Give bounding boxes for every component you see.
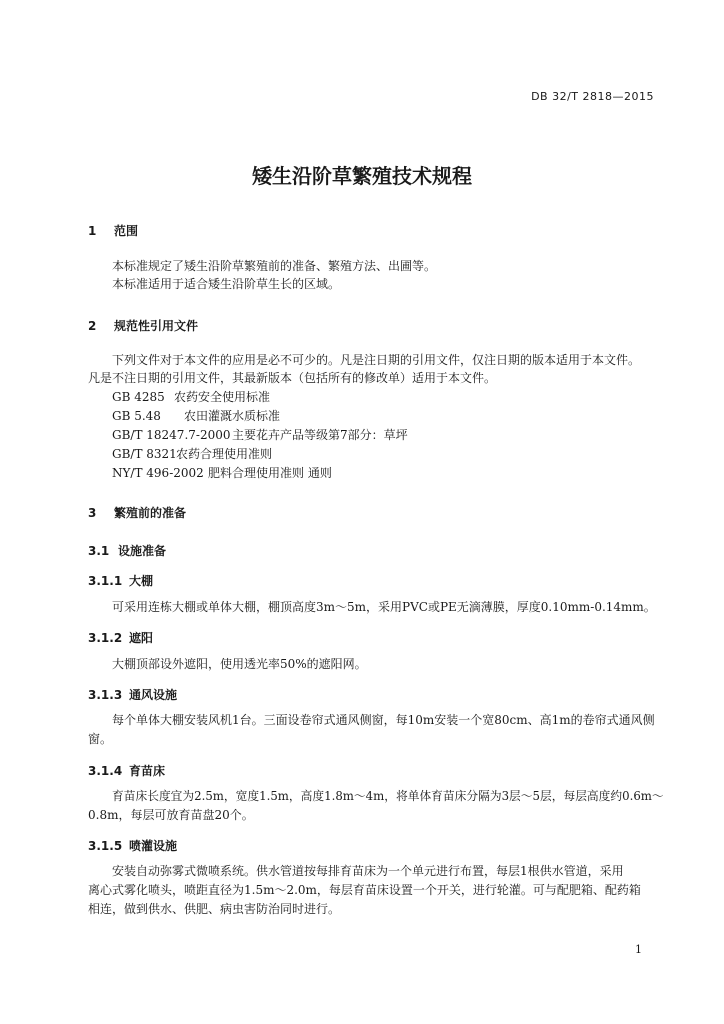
section-title: 通风设施	[129, 688, 178, 702]
section-number: 3.1.5	[88, 839, 123, 853]
paragraph: 本标准适用于适合矮生沿阶草生长的区域。	[112, 277, 341, 291]
section-title: 繁殖前的准备	[114, 506, 187, 520]
section-title: 育苗床	[129, 764, 166, 778]
reference-code: GB 4285	[112, 390, 165, 404]
section-title: 规范性引用文件	[114, 319, 199, 333]
reference-item	[112, 444, 272, 465]
reference-code: GB 5.48	[112, 409, 161, 423]
reference-item	[112, 387, 270, 408]
paragraph: 本标准规定了矮生沿阶草繁殖前的准备、繁殖方法、出圃等。	[112, 259, 437, 273]
reference-name: 农药安全使用标准	[174, 390, 271, 404]
paragraph: 可采用连栋大棚或单体大棚，棚顶高度3m～5m，采用PVC或PE无滴薄膜，厚度0.10mm-0.14mm。	[112, 600, 656, 614]
paragraph: 下列文件对于本文件的应用是必不可少的。凡是注日期的引用文件，仅注日期的版本适用于本文件。	[112, 353, 641, 367]
reference-name: 肥料合理使用准则 通则	[208, 466, 332, 480]
reference-name: 农田灌溉水质标准	[184, 409, 281, 423]
section-number: 2	[88, 319, 97, 333]
reference-name: 农药合理使用准则	[176, 447, 273, 461]
document-title: 矮生沿阶草繁殖技术规程	[252, 164, 472, 188]
reference-code: NY/T 496-2002	[112, 466, 204, 480]
section-title: 喷灌设施	[129, 839, 178, 853]
section-number: 3.1.2	[88, 631, 123, 645]
section-title: 遮阳	[129, 631, 154, 645]
paragraph: 育苗床长度宜为2.5m，宽度1.5m，高度1.8m～4m，将单体育苗床分隔为3层～5层，每层高度约0.6m～	[112, 789, 664, 803]
section-heading-1	[88, 222, 138, 239]
paragraph: 大棚顶部设外遮阳，使用透光率50%的遮阳网。	[112, 657, 367, 671]
reference-item	[112, 425, 408, 446]
page-number: 1	[635, 943, 642, 956]
paragraph: 相连，做到供水、供肥、病虫害防治同时进行。	[88, 902, 341, 916]
section-number: 3.1.1	[88, 574, 123, 588]
reference-code: GB/T 18247.7-2000	[112, 428, 231, 442]
paragraph: 0.8m，每层可放育苗盘20个。	[88, 808, 254, 822]
section-title: 设施准备	[118, 544, 167, 558]
section-number: 3.1.4	[88, 764, 123, 778]
paragraph: 窗。	[88, 732, 113, 746]
section-heading-2	[88, 317, 198, 334]
paragraph: 每个单体大棚安装风机1台。三面设卷帘式通风侧窗，每10m安装一个宽80cm、高1m的卷帘式通风侧	[112, 713, 655, 727]
section-title: 范围	[114, 224, 139, 238]
section-number: 1	[88, 224, 97, 238]
reference-item	[112, 463, 332, 484]
section-number: 3	[88, 506, 97, 520]
section-number: 3.1	[88, 544, 110, 558]
section-heading-3	[88, 504, 186, 521]
subsection-heading-3-1-2	[88, 629, 153, 646]
reference-item	[112, 406, 280, 427]
reference-code: GB/T 8321	[112, 447, 177, 461]
subsection-heading-3-1	[88, 542, 166, 559]
paragraph: 凡是不注日期的引用文件，其最新版本（包括所有的修改单）适用于本文件。	[88, 371, 497, 385]
subsection-heading-3-1-4	[88, 762, 165, 779]
subsection-heading-3-1-1	[88, 572, 153, 589]
subsection-heading-3-1-3	[88, 686, 177, 703]
subsection-heading-3-1-5	[88, 837, 177, 854]
standard-code: DB 32/T 2818—2015	[531, 90, 654, 103]
paragraph: 离心式雾化喷头，喷距直径为1.5m～2.0m，每层育苗床设置一个开关，进行轮灌。可与配肥箱、配药箱	[88, 883, 641, 897]
section-number: 3.1.3	[88, 688, 123, 702]
section-title: 大棚	[129, 574, 154, 588]
paragraph: 安装自动弥雾式微喷系统。供水管道按每排育苗床为一个单元进行布置，每层1根供水管道，采用	[112, 864, 624, 878]
reference-name: 主要花卉产品等级第7部分：草坪	[232, 428, 408, 442]
